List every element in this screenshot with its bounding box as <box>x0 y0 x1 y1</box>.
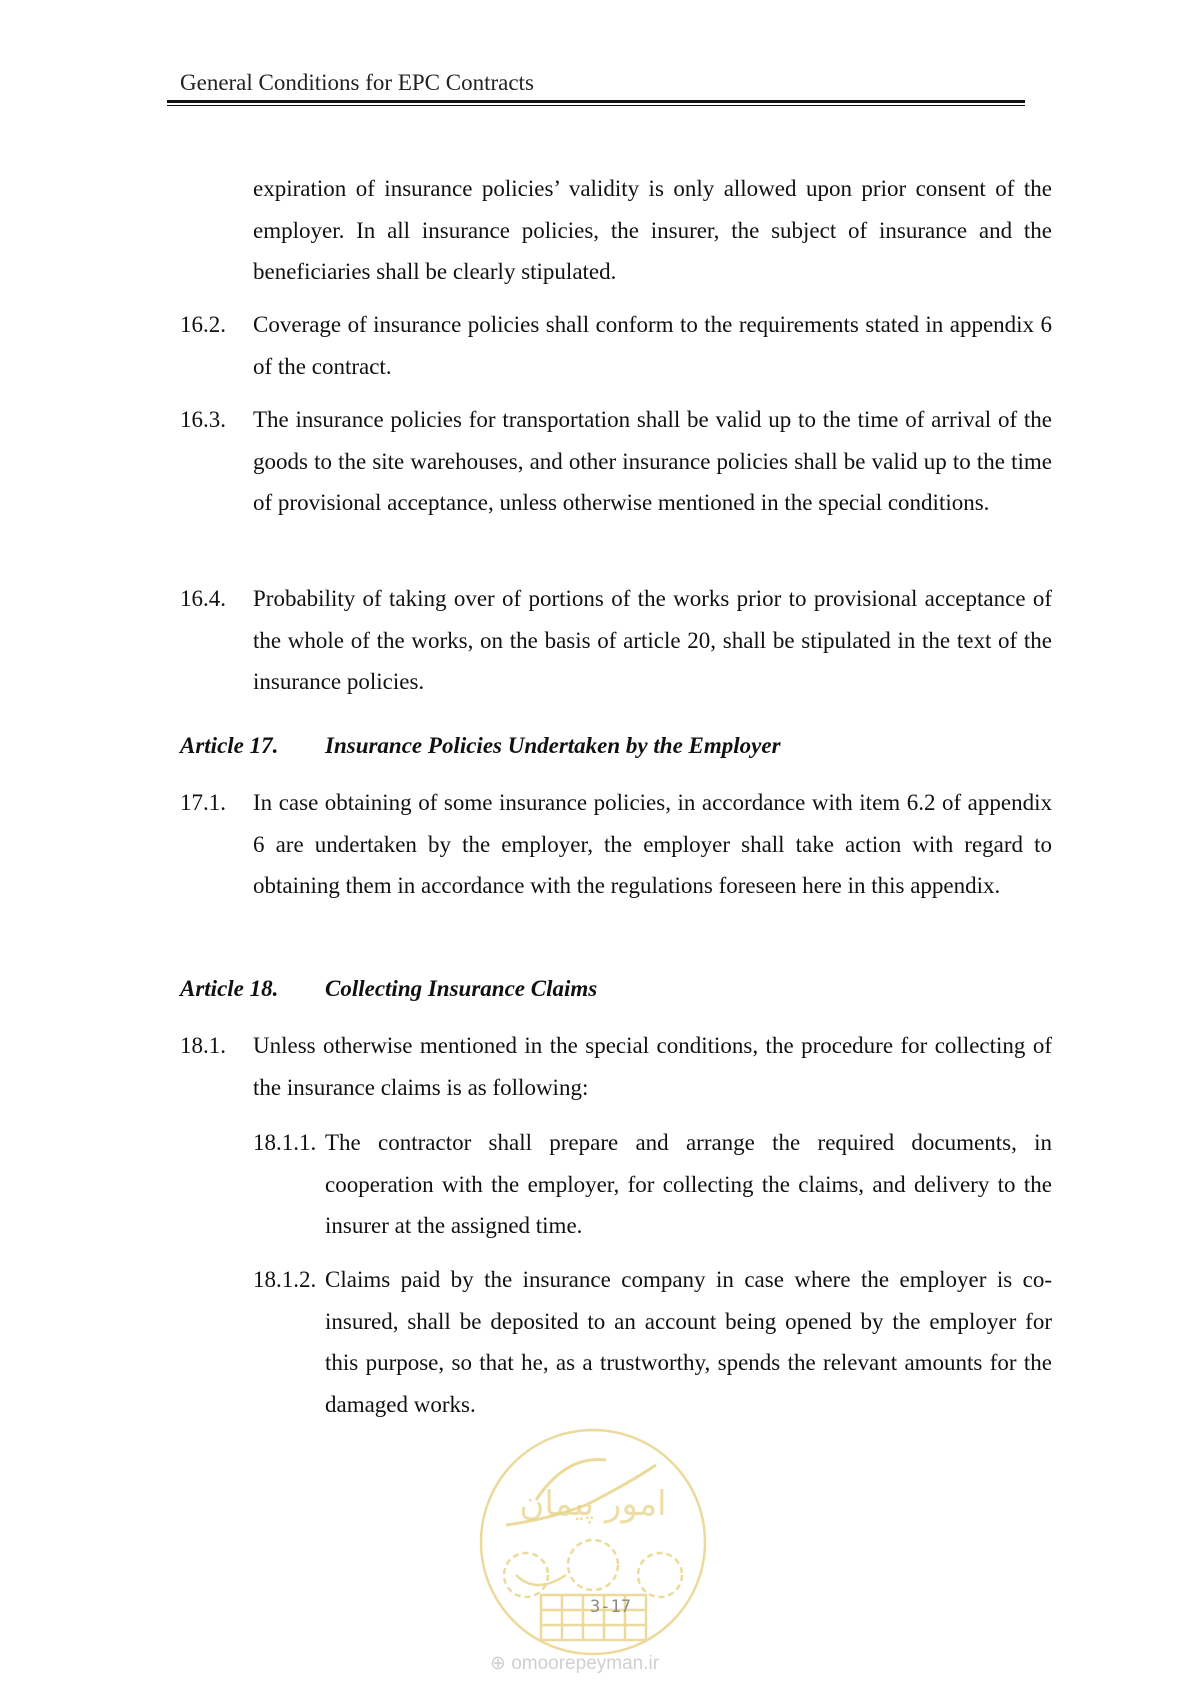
clause-text: In case obtaining of some insurance policies, in accordance with item 6.2 of appendix 6 are undertaken by the employer, the employer shall take action with regard to obtaining them in accordance with the regulations foreseen here in this appendix. <box>253 790 1052 898</box>
subclause-text: The contractor shall prepare and arrange the required documents, in cooperation with the employer, for collecting the claims, and delivery to the insurer at the assigned time. <box>325 1130 1052 1238</box>
subclause-number: 18.1.2. <box>253 1267 317 1292</box>
page-number: 3-17 <box>590 1597 631 1617</box>
watermark-url <box>490 1652 659 1675</box>
article-title: Collecting Insurance Claims <box>325 976 598 1001</box>
clause-16-4 <box>180 578 1052 703</box>
clause-number: 16.4. <box>180 586 226 611</box>
article-number: Article 18. <box>180 976 279 1001</box>
clause-18-1 <box>180 1025 1052 1108</box>
page-header-title: General Conditions for EPC Contracts <box>180 70 534 95</box>
header-rule-thick <box>167 100 1025 103</box>
clause-number: 16.3. <box>180 407 226 432</box>
clause-text: The insurance policies for transportation shall be valid up to the time of arrival of the goods to the site warehouses, and other insurance policies shall be valid up to the time of provisional acceptance, unless otherwise mentioned in the special conditions. <box>253 407 1052 515</box>
globe-icon: ⊕ <box>490 1653 506 1674</box>
clause-17-1 <box>180 782 1052 907</box>
clause-text: Unless otherwise mentioned in the special conditions, the procedure for collecting of the insurance claims is as following: <box>253 1033 1052 1100</box>
clause-number: 17.1. <box>180 790 226 815</box>
header-rule-thin <box>167 105 1025 106</box>
article-title: Insurance Policies Undertaken by the Employer <box>325 733 781 758</box>
clause-16-2 <box>180 304 1052 387</box>
article-number: Article 17. <box>180 733 279 758</box>
clause-number: 16.2. <box>180 312 226 337</box>
watermark-seal-logo <box>476 1425 711 1660</box>
subclause-number: 18.1.1. <box>253 1130 317 1155</box>
clause-text: Coverage of insurance policies shall conform to the requirements stated in appendix 6 of the contract. <box>253 312 1052 379</box>
watermark-text: omoorepeyman.ir <box>511 1653 660 1674</box>
intro-continuation: expiration of insurance policies’ validity is only allowed upon prior consent of the employer. In all insurance policies, the insurer, the subject of insurance and the beneficiaries shall be clearly stipulated. <box>253 176 1052 284</box>
subclause-18-1-2 <box>253 1259 1052 1425</box>
subclause-text: Claims paid by the insurance company in case where the employer is co-insured, shall be deposited to an account being opened by the employer for this purpose, so that he, as a trustworthy, spends the relevant amounts for the damaged works. <box>325 1267 1052 1417</box>
subclause-18-1-1 <box>253 1122 1052 1247</box>
seal-text: امور پیمان <box>519 1484 667 1524</box>
clause-text: Probability of taking over of portions of the works prior to provisional acceptance of the whole of the works, on the basis of article 20, shall be stipulated in the text of the insurance policies. <box>253 586 1052 694</box>
clause-number: 18.1. <box>180 1033 226 1058</box>
clause-16-3 <box>180 399 1052 524</box>
